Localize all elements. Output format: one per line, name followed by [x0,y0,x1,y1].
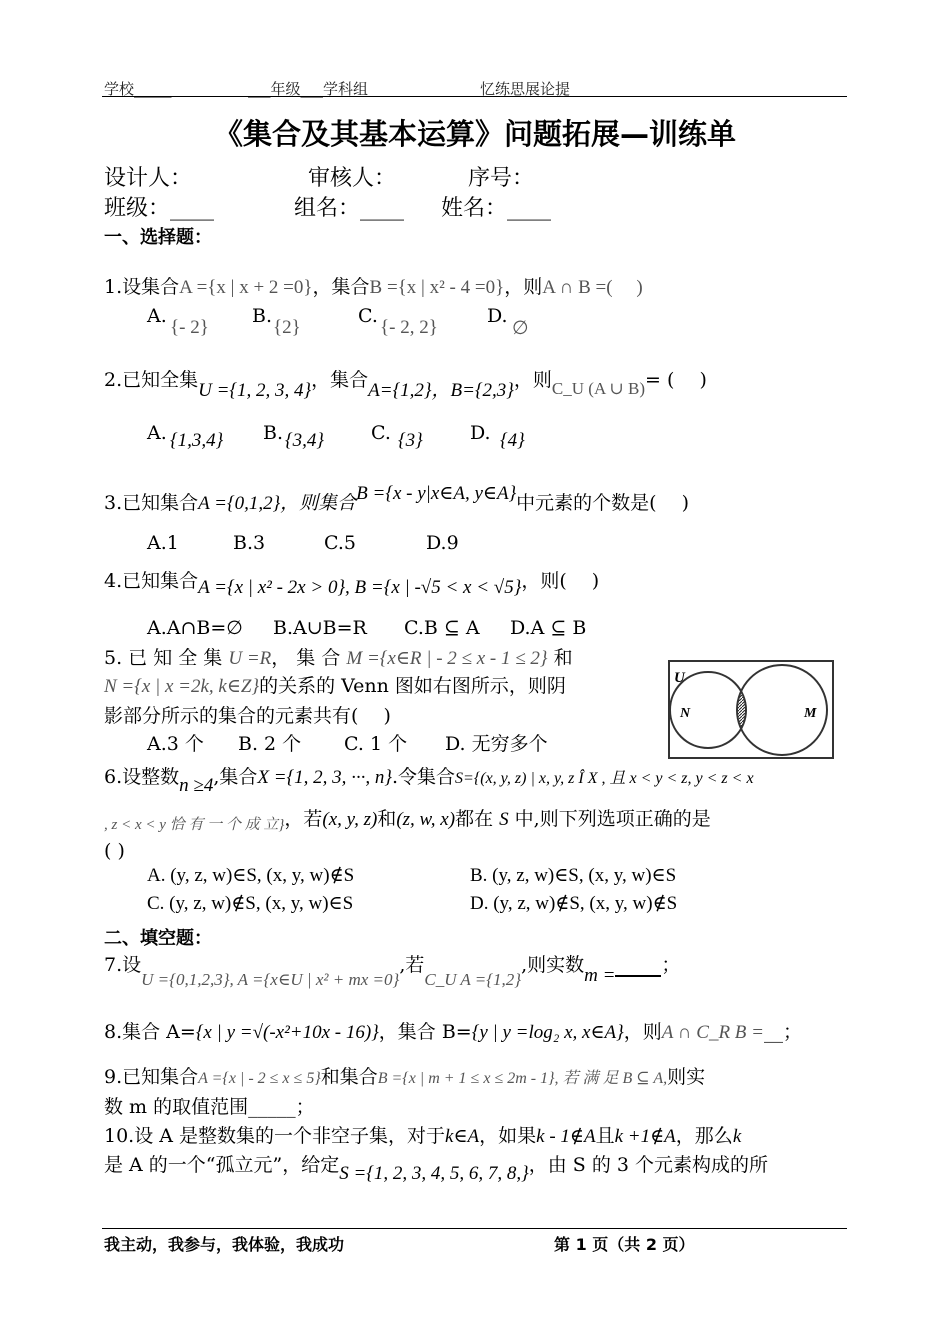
venn-label-u: U [674,670,685,686]
name-label: 姓名：____ [441,196,552,221]
q8-set-b: {y | y =log₂ x, x∈A} [471,1022,624,1043]
q1-option-a: {- 2} [170,317,209,338]
q1-option-c: {- 2, 2} [380,317,438,338]
q10-mid1: ，如果 [479,1125,537,1147]
q6-zwx: (z, w, x) [396,809,456,830]
q1-set-a: A ={x | x + 2 =0} [179,277,313,298]
q6-line3: ( ) [104,840,125,862]
q6-mid: ,集合 [213,766,258,788]
q6-and: 和 [377,808,397,830]
q1-option-b: {2} [273,317,301,338]
footer-rule [102,1228,847,1229]
q2-option-a: {1,3,4} [170,430,224,451]
q10-pre: 10.设 A 是整数集的一个非空子集，对于 [104,1125,446,1147]
q9-line1 [104,1062,705,1089]
q5-option-a: A.3 个 [147,733,204,755]
q10-k: k [732,1126,742,1147]
reviewer-label: 审核人： [308,166,397,191]
q3-set-a: A ={0,1,2}，则集合 [198,493,357,514]
q2-complement: C_U (A ∪ B) [551,379,646,398]
q4-option-a: A.A∩B=∅ [147,617,243,639]
q2-option-b-label: B. [263,422,284,444]
q1-mid: ，集合 [312,276,370,298]
q1-option-b-label: B. [252,305,273,327]
q2-option-d-label: D. [470,422,491,444]
q5-universal-set: U =R [228,648,272,669]
q8-stem [104,1017,802,1044]
q5-option-b: B. 2 个 [238,733,302,755]
q6-condition: , z < x < y 恰 有 一 个 成 立} [104,817,285,833]
q6-xyz: (x, y, z) [322,809,378,830]
header-grade-group: ___年级___学科组 [248,80,369,98]
q10-k-plus: k +1∉A [614,1126,676,1147]
q6-if: ，若 [284,808,323,830]
q6-s: S [499,809,509,830]
q8-mid: ，集合 B= [378,1021,472,1043]
q6-n: n ≥4 [179,775,214,796]
footer-page: 第 1 页（共 2 页） [554,1235,695,1254]
q2-pre: 2.已知全集 [104,369,199,391]
q10-line2a: 是 A 的一个“孤立元”，给定 [104,1154,340,1176]
q6-both-in: 都在 [455,808,494,830]
q10-line2b: ，由 S 的 3 个元素构成的所 [528,1154,769,1176]
q3-tail: 中元素的个数是( ) [516,492,690,514]
q1-pre: 1.设集合 [104,276,180,298]
q1-option-d: ∅ [512,318,529,339]
q6-option-c: C. (y, z, w)∉S, (x, y, w)∈S [147,893,354,914]
q10-set-s: S ={1, 2, 3, 4, 5, 6, 7, 8,} [339,1163,529,1184]
q3-option-b: B.3 [233,532,266,554]
q9-set-a: A ={x | - 2 ≤ x ≤ 5} [198,1070,321,1087]
q5-set-m: M ={x∈R | - 2 ≤ x - 1 ≤ 2} [346,648,548,669]
q2-option-d: {4} [500,430,525,451]
venn-label-n: N [680,706,691,721]
q5-line2-text: 的关系的 Venn 图如右图所示，则阴 [259,675,566,697]
q1-stem [104,272,643,299]
q7-pre: 7.设 [104,954,142,976]
q1-set-b: B ={x | x² - 4 =0} [369,277,505,298]
q6-line1 [104,762,754,796]
q2-universal-set: U ={1, 2, 3, 4} [198,380,312,401]
q10-mid3: ，那么 [675,1125,733,1147]
q1-expr: A ∩ B =( ) [542,277,643,298]
q10-mid2: 且 [595,1125,615,1147]
q8-pre: 8.集合 A= [104,1021,196,1043]
q5-option-c: C. 1 个 [344,733,408,755]
q4-option-c: C.B ⊆ A [404,617,480,639]
q10-line1 [104,1121,741,1148]
q6-set-x: X ={1, 2, 3, ···, n} [257,767,392,788]
q2-option-c: {3} [398,430,423,451]
q4-set-b: , B ={x | -√5 < x < √5} [345,577,522,598]
q6-set-s: S={(x, y, z) | x, y, z Î X , 且 x < y < z, y < z < x [455,770,754,787]
section-fill: 二、填空题： [104,928,212,949]
q9-mid: 和集合 [320,1066,378,1088]
q7-complement: C_U A ={1,2} [424,970,522,989]
q7-m: m = [584,965,616,986]
q2-stem [104,365,707,401]
q6-option-d: D. (y, z, w)∉S, (x, y, w)∉S [470,893,678,914]
q3-option-a: A.1 [147,532,179,554]
serial-label: 序号： [468,166,535,191]
class-label: 班级：____ [104,196,215,221]
q5-set-n: N ={x | x =2k, k∈Z} [104,676,260,697]
q8-tail: ，则 [623,1021,662,1043]
footer-slogan: 我主动，我参与，我体验，我成功 [104,1235,345,1254]
q1-option-a-label: A. [147,305,167,327]
q8-set-a: {x | y =√(-x²+10x - 16)} [195,1022,379,1043]
q2-set-b: ，B={2,3} [431,380,514,401]
group-label: 组名：____ [294,196,405,221]
q7-answer-blank [615,975,661,977]
q4-tail: ，则( ) [521,570,600,592]
page-title: 《集合及其基本运算》问题拓展—训练单 [213,117,736,151]
q6-mid2: .令集合 [392,766,456,788]
q9-line2: 数 m 的取值范围_____； [104,1096,315,1118]
q8-expr: A ∩ C_R B = [661,1022,764,1043]
q8-end: __； [763,1021,802,1043]
q5-mid: ， 集 合 [271,647,341,669]
q7-mid: ,若 [399,954,425,976]
q1-option-c-label: C. [358,305,378,327]
q1-tail: ，则 [504,276,543,298]
q2-mid1: ，集合 [311,369,369,391]
header-school: 学校_____ [104,80,172,98]
venn-diagram [668,660,834,759]
q3-option-c: C.5 [324,532,356,554]
q3-stem [104,483,690,515]
q5-and: 和 [553,647,573,669]
q3-option-d: D.9 [426,532,459,554]
q5-pre: 5. 已 知 全 集 [104,647,223,669]
q5-option-d: D. 无穷多个 [445,733,548,755]
section-choice: 一、选择题： [104,227,212,248]
q2-option-b: {3,4} [285,430,324,451]
q4-pre: 4.已知集合 [104,570,199,592]
q4-option-b: B.A∪B=R [273,617,367,639]
q6-pre: 6.设整数 [104,766,180,788]
q7-end: ； [661,954,681,976]
q1-option-d-label: D. [487,305,508,327]
q10-k-minus: k - 1∉A [536,1126,596,1147]
q7-tail: ,则实数 [521,954,585,976]
q6-option-b: B. (y, z, w)∈S, (x, y, w)∈S [470,865,677,886]
q9-pre: 9.已知集合 [104,1066,199,1088]
q9-set-b: B ={x | m + 1 ≤ x ≤ 2m - 1}, 若 满 足 B ⊆ A, [377,1070,668,1087]
q2-option-c-label: C. [371,422,391,444]
q6-which: 中,则下列选项正确的是 [514,808,711,830]
q10-k-in-a: k∈A [445,1126,480,1147]
q5-line1 [104,643,573,670]
venn-svg [670,662,832,757]
q5-line2 [104,671,566,698]
q2-mid2: ，则 [513,369,552,391]
q2-option-a-label: A. [147,422,167,444]
q3-pre: 3.已知集合 [104,492,199,514]
q4-option-d: D.A ⊆ B [510,617,587,639]
q2-tail: = ( ) [645,369,707,391]
q5-line3: 影部分所示的集合的元素共有( ) [104,705,391,727]
q4-set-a: A ={x | x² - 2x > 0} [198,577,346,598]
q10-line2 [104,1150,769,1184]
q6-option-a: A. (y, z, w)∈S, (x, y, w)∉S [147,865,355,886]
q9-tail: 则实 [667,1066,706,1088]
q6-line2 [104,804,711,831]
q7-set-def: U ={0,1,2,3}, A ={x∈U | x² + mx =0} [141,970,400,989]
venn-label-m: M [804,706,817,721]
header-motto: 忆练思展论提 [480,80,571,98]
q3-set-b: B ={x - y|x∈A, y∈A} [356,483,517,504]
designer-label: 设计人： [104,166,193,191]
header-rule [102,96,847,97]
q7-stem [104,950,681,989]
q2-set-a: A={1,2} [368,380,432,401]
q4-stem [104,566,600,598]
